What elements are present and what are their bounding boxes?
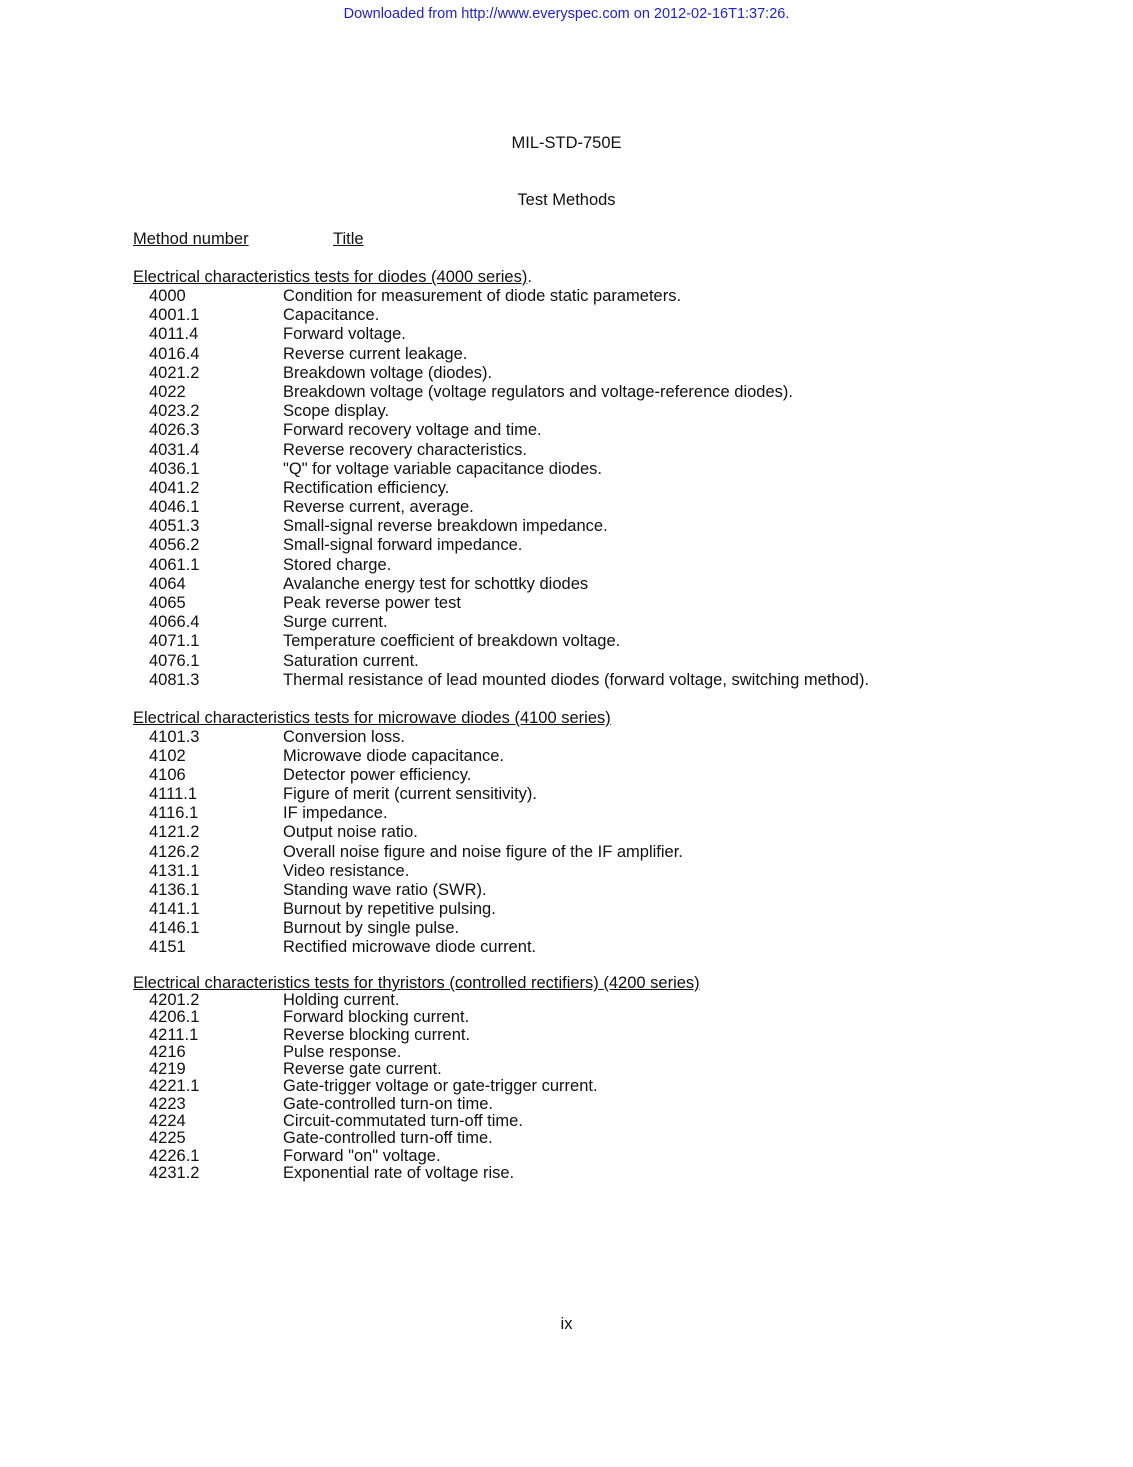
method-row (133, 536, 1033, 555)
method-row (133, 938, 1033, 957)
method-number: 4206.1 (149, 1008, 200, 1027)
method-title: Stored charge. (283, 555, 392, 574)
method-number: 4011.4 (149, 325, 199, 344)
method-title: Standing wave ratio (SWR). (283, 880, 487, 899)
method-title: Rectified microwave diode current. (283, 938, 537, 957)
method-number: 4111.1 (149, 785, 198, 804)
method-title: Microwave diode capacitance. (283, 747, 505, 766)
method-number: 4071.1 (149, 632, 200, 651)
method-title: Gate-controlled turn-off time. (283, 1129, 493, 1148)
method-row (133, 441, 1033, 460)
method-number: 4026.3 (149, 421, 200, 440)
column-header-title: Title (333, 230, 364, 248)
method-row (133, 900, 1033, 919)
method-row (133, 345, 1033, 364)
method-title: Breakdown voltage (voltage regulators and voltage-reference diodes). (283, 382, 793, 401)
method-number: 4121.2 (149, 823, 200, 842)
method-title: Holding current. (283, 991, 400, 1009)
method-title: IF impedance. (283, 804, 388, 823)
method-title: Forward "on" voltage. (283, 1146, 441, 1165)
page-number: ix (560, 1315, 573, 1333)
method-number: 4216 (149, 1042, 186, 1061)
method-title: Reverse blocking current. (283, 1025, 471, 1044)
method-row (133, 747, 1033, 766)
method-number: 4051.3 (149, 517, 200, 536)
method-number: 4219 (149, 1060, 186, 1079)
method-number: 4141.1 (149, 899, 200, 918)
method-title: Overall noise figure and noise figure of the IF amplifier. (283, 842, 683, 861)
method-title: Forward recovery voltage and time. (283, 421, 542, 440)
section-microwave-diodes (133, 709, 1033, 957)
method-number: 4041.2 (149, 478, 200, 497)
method-title: Surge current. (283, 613, 388, 632)
method-title: Video resistance. (283, 861, 410, 880)
method-number: 4126.2 (149, 842, 200, 861)
method-row (133, 421, 1033, 440)
method-number: 4022 (149, 382, 186, 401)
method-number: 4101.3 (149, 728, 200, 746)
method-row (133, 1113, 1033, 1130)
method-title: Output noise ratio. (283, 823, 418, 842)
method-title: Small-signal forward impedance. (283, 536, 523, 555)
method-title: Exponential rate of voltage rise. (283, 1163, 515, 1182)
method-row (133, 479, 1033, 498)
method-title: Capacitance. (283, 306, 380, 325)
method-number: 4061.1 (149, 555, 200, 574)
method-title: Thermal resistance of lead mounted diodes (forward voltage, switching method). (283, 670, 870, 689)
method-title: Figure of merit (current sensitivity). (283, 785, 537, 804)
method-title: Burnout by repetitive pulsing. (283, 899, 496, 918)
method-title: Rectification efficiency. (283, 478, 450, 497)
method-row (133, 402, 1033, 421)
method-number: 4223 (149, 1094, 186, 1113)
method-row (133, 804, 1033, 823)
method-title: Forward voltage. (283, 325, 406, 344)
method-number: 4000 (149, 287, 186, 305)
method-title: Breakdown voltage (diodes). (283, 363, 493, 382)
method-row (133, 1148, 1033, 1165)
method-number: 4023.2 (149, 402, 200, 421)
method-number: 4225 (149, 1129, 186, 1148)
method-row (133, 287, 1033, 306)
method-number: 4001.1 (149, 306, 200, 325)
method-title: Circuit-commutated turn-off time. (283, 1112, 523, 1131)
method-row (133, 1078, 1033, 1095)
section-heading: Electrical characteristics tests for microwave diodes (4100 series) (133, 709, 611, 727)
method-title: Condition for measurement of diode static parameters. (283, 287, 682, 305)
method-number: 4046.1 (149, 498, 200, 517)
method-title: Small-signal reverse breakdown impedance. (283, 517, 608, 536)
method-title: Reverse current, average. (283, 498, 474, 517)
method-number: 4116.1 (149, 804, 199, 823)
method-number: 4146.1 (149, 918, 200, 937)
method-title: Saturation current. (283, 651, 419, 670)
method-number: 4211.1 (149, 1025, 199, 1044)
method-title: Gate-trigger voltage or gate-trigger current. (283, 1077, 598, 1096)
method-number: 4031.4 (149, 440, 200, 459)
method-number: 4102 (149, 747, 186, 766)
method-number: 4221.1 (149, 1077, 200, 1096)
method-row (133, 632, 1033, 651)
method-row (133, 1009, 1033, 1026)
method-number: 4065 (149, 594, 186, 612)
method-row (133, 652, 1033, 671)
method-row (133, 325, 1033, 344)
method-row (133, 517, 1033, 536)
method-number: 4136.1 (149, 880, 200, 899)
method-row (133, 728, 1033, 747)
method-row (133, 862, 1033, 881)
method-row (133, 1130, 1033, 1147)
method-number: 4066.4 (149, 613, 200, 632)
method-title: Avalanche energy test for schottky diodes (283, 574, 589, 593)
column-header-method-number: Method number (133, 230, 249, 248)
method-row (133, 919, 1033, 938)
method-number: 4021.2 (149, 363, 200, 382)
method-title: "Q" for voltage variable capacitance diodes. (283, 459, 602, 478)
method-number: 4076.1 (149, 651, 200, 670)
method-title: Scope display. (283, 402, 390, 421)
method-row (133, 843, 1033, 862)
method-number: 4016.4 (149, 344, 200, 363)
method-row (133, 498, 1033, 517)
method-title: Pulse response. (283, 1042, 402, 1061)
method-title: Reverse current leakage. (283, 344, 468, 363)
method-row (133, 306, 1033, 325)
method-row (133, 613, 1033, 632)
download-banner: Downloaded from http://www.everyspec.com on 2012-02-16T1:37:26. (343, 6, 790, 22)
method-title: Reverse recovery characteristics. (283, 440, 527, 459)
method-row (133, 1044, 1033, 1061)
method-number: 4064 (149, 574, 186, 593)
method-row (133, 460, 1033, 479)
method-row (133, 1061, 1033, 1078)
method-number: 4106 (149, 766, 186, 785)
method-row (133, 785, 1033, 804)
method-number: 4056.2 (149, 536, 200, 555)
method-title: Burnout by single pulse. (283, 918, 460, 937)
method-row (133, 992, 1033, 1009)
method-row (133, 556, 1033, 575)
section-heading: Electrical characteristics tests for thyristors (controlled rectifiers) (4200 series) (133, 974, 700, 992)
method-number: 4226.1 (149, 1146, 200, 1165)
section-heading: Electrical characteristics tests for diodes (4000 series). (133, 268, 532, 286)
method-row (133, 594, 1033, 613)
method-row (133, 766, 1033, 785)
method-title: Conversion loss. (283, 728, 405, 746)
method-row (133, 881, 1033, 900)
method-title: Forward blocking current. (283, 1008, 470, 1027)
method-title: Temperature coefficient of breakdown voltage. (283, 632, 621, 651)
section-diodes (133, 268, 1033, 690)
method-number: 4151 (149, 938, 186, 957)
method-row (133, 575, 1033, 594)
method-title: Gate-controlled turn-on time. (283, 1094, 494, 1113)
method-number: 4131.1 (149, 861, 200, 880)
method-title: Reverse gate current. (283, 1060, 442, 1079)
method-row (133, 1096, 1033, 1113)
method-row (133, 1027, 1033, 1044)
method-row (133, 364, 1033, 383)
method-number: 4081.3 (149, 670, 200, 689)
document-id: MIL-STD-750E (511, 134, 622, 152)
method-number: 4201.2 (149, 991, 200, 1009)
method-number: 4036.1 (149, 459, 200, 478)
section-thyristors (133, 974, 1033, 1182)
method-row (133, 383, 1033, 402)
method-number: 4224 (149, 1112, 186, 1131)
method-row (133, 1165, 1033, 1182)
method-title: Detector power efficiency. (283, 766, 472, 785)
method-title: Peak reverse power test (283, 594, 461, 612)
method-number: 4231.2 (149, 1163, 200, 1182)
page-heading: Test Methods (517, 191, 616, 209)
method-row (133, 671, 1033, 690)
method-row (133, 823, 1033, 842)
